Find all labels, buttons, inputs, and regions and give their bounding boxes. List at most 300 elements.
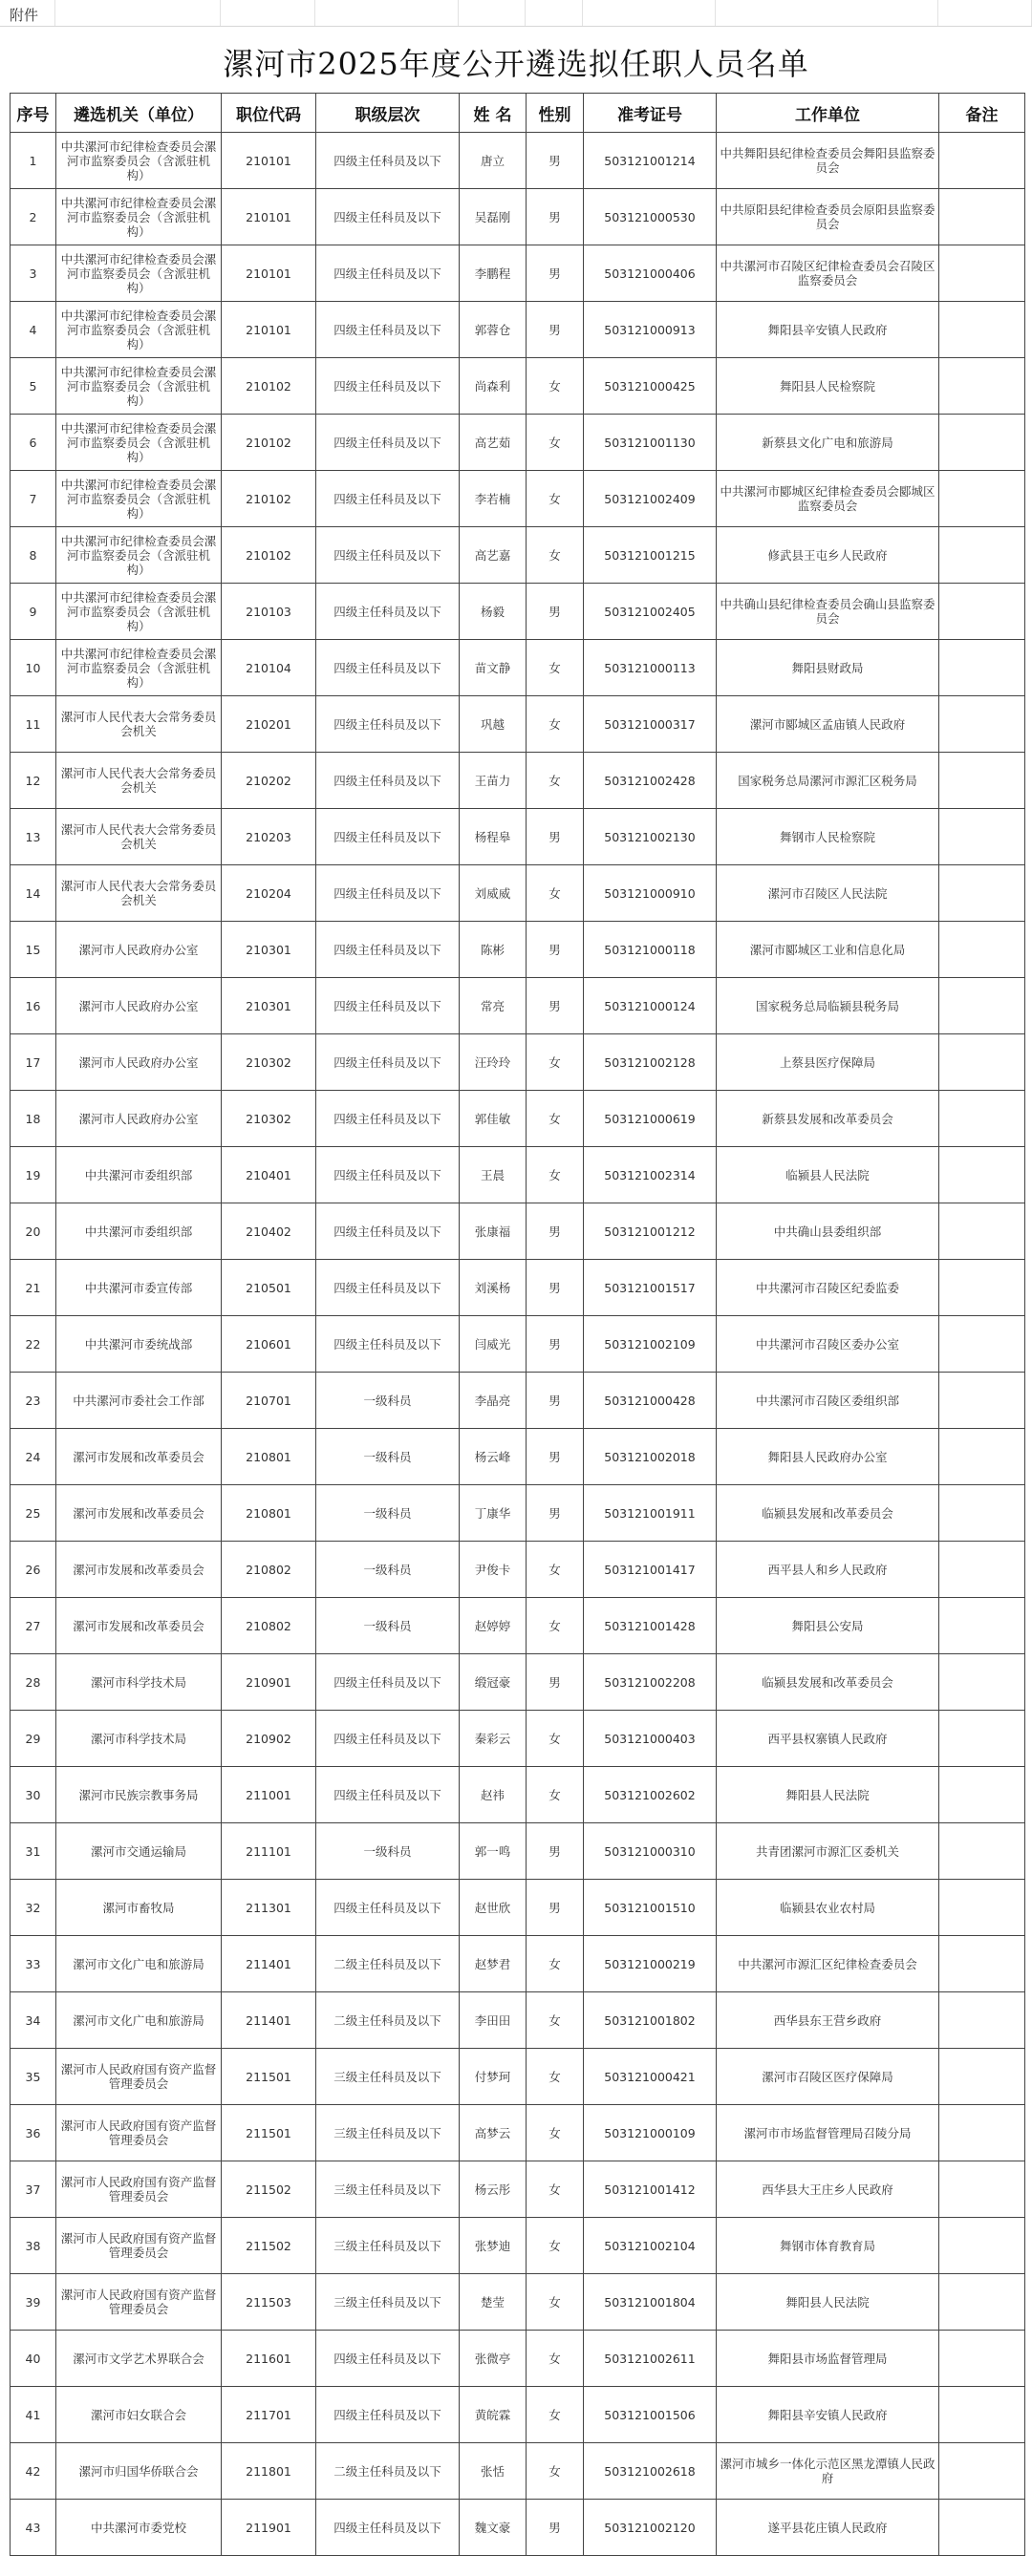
cell-position-code: 210101 (222, 245, 316, 302)
cell-level: 四级主任科员及以下 (316, 1203, 460, 1260)
table-row (11, 1147, 1025, 1203)
cell-gender: 女 (527, 1711, 584, 1767)
cell-level: 四级主任科员及以下 (316, 1711, 460, 1767)
cell-exam-number: 503121000310 (584, 1823, 717, 1880)
cell-name: 刘威威 (460, 865, 527, 922)
table-row (11, 358, 1025, 415)
header-unit: 遴选机关（单位） (56, 94, 222, 133)
cell-remarks (939, 1880, 1025, 1936)
cell-position-code: 210802 (222, 1542, 316, 1598)
spreadsheet-top-row (0, 0, 1032, 27)
cell-name: 陈彬 (460, 922, 527, 978)
cell-unit: 中共漯河市委宣传部 (56, 1260, 222, 1316)
cell-name: 丁康华 (460, 1485, 527, 1542)
cell-unit: 漯河市发展和改革委员会 (56, 1598, 222, 1654)
cell-exam-number: 503121001412 (584, 2161, 717, 2218)
cell-exam-number: 503121000317 (584, 696, 717, 753)
cell-exam-number: 503121002409 (584, 471, 717, 527)
cell-unit: 漯河市人民政府国有资产监督管理委员会 (56, 2049, 222, 2105)
cell-exam-number: 503121000109 (584, 2105, 717, 2161)
cell-seq: 25 (11, 1485, 56, 1542)
cell-exam-number: 503121000425 (584, 358, 717, 415)
table-row (11, 2049, 1025, 2105)
cell-exam-number: 503121002109 (584, 1316, 717, 1373)
cell-position-code: 210902 (222, 1711, 316, 1767)
cell-seq: 18 (11, 1091, 56, 1147)
cell-exam-number: 503121001214 (584, 133, 717, 189)
cell-level: 二级主任科员及以下 (316, 1936, 460, 1992)
cell-remarks (939, 245, 1025, 302)
cell-unit: 漯河市人民政府办公室 (56, 922, 222, 978)
cell-unit: 漯河市人民政府国有资产监督管理委员会 (56, 2161, 222, 2218)
cell-seq: 16 (11, 978, 56, 1034)
cell-seq: 27 (11, 1598, 56, 1654)
cell-name: 赵祎 (460, 1767, 527, 1823)
cell-remarks (939, 2500, 1025, 2556)
table-row (11, 1936, 1025, 1992)
cell-unit: 漯河市人民政府国有资产监督管理委员会 (56, 2105, 222, 2161)
cell-level: 一级科员 (316, 1598, 460, 1654)
cell-exam-number: 503121002405 (584, 584, 717, 640)
cell-seq: 41 (11, 2387, 56, 2443)
cell-remarks (939, 2049, 1025, 2105)
cell-work-unit: 共青团漯河市源汇区委机关 (717, 1823, 939, 1880)
table-row (11, 245, 1025, 302)
cell-position-code: 211901 (222, 2500, 316, 2556)
cell-seq: 34 (11, 1992, 56, 2049)
cell-exam-number: 503121002611 (584, 2331, 717, 2387)
cell-level: 三级主任科员及以下 (316, 2274, 460, 2331)
cell-gender: 男 (527, 1203, 584, 1260)
cell-gender: 女 (527, 696, 584, 753)
cell-exam-number: 503121002128 (584, 1034, 717, 1091)
cell-remarks (939, 1992, 1025, 2049)
cell-name: 闫威光 (460, 1316, 527, 1373)
cell-position-code: 211502 (222, 2161, 316, 2218)
cell-work-unit: 中共漯河市郾城区纪律检查委员会郾城区监察委员会 (717, 471, 939, 527)
cell-position-code: 211601 (222, 2331, 316, 2387)
cell-exam-number: 503121000118 (584, 922, 717, 978)
cell-exam-number: 503121000124 (584, 978, 717, 1034)
cell-name: 汪玲玲 (460, 1034, 527, 1091)
cell-name: 苗文静 (460, 640, 527, 696)
cell-work-unit: 舞钢市体育教育局 (717, 2218, 939, 2274)
cell-unit: 中共漯河市委统战部 (56, 1316, 222, 1373)
cell-work-unit: 新蔡县文化广电和旅游局 (717, 415, 939, 471)
cell-level: 四级主任科员及以下 (316, 696, 460, 753)
cell-work-unit: 国家税务总局临颍县税务局 (717, 978, 939, 1034)
cell-gender: 男 (527, 133, 584, 189)
cell-work-unit: 中共漯河市召陵区纪委监委 (717, 1260, 939, 1316)
cell-seq: 17 (11, 1034, 56, 1091)
cell-gender: 女 (527, 1936, 584, 1992)
cell-seq: 15 (11, 922, 56, 978)
table-row (11, 2274, 1025, 2331)
cell-work-unit: 西华县大王庄乡人民政府 (717, 2161, 939, 2218)
cell-work-unit: 上蔡县医疗保障局 (717, 1034, 939, 1091)
header-seq: 序号 (11, 94, 56, 133)
cell-work-unit: 中共漯河市召陵区委组织部 (717, 1373, 939, 1429)
cell-gender: 男 (527, 2500, 584, 2556)
cell-unit: 漯河市发展和改革委员会 (56, 1429, 222, 1485)
cell-unit: 漯河市人民政府办公室 (56, 1034, 222, 1091)
cell-work-unit: 遂平县花庄镇人民政府 (717, 2500, 939, 2556)
cell-level: 四级主任科员及以下 (316, 2387, 460, 2443)
cell-gender: 女 (527, 1542, 584, 1598)
cell-level: 四级主任科员及以下 (316, 1034, 460, 1091)
cell-position-code: 210801 (222, 1485, 316, 1542)
cell-exam-number: 503121000113 (584, 640, 717, 696)
cell-remarks (939, 922, 1025, 978)
table-row (11, 1373, 1025, 1429)
cell-remarks (939, 753, 1025, 809)
cell-gender: 男 (527, 302, 584, 358)
cell-seq: 26 (11, 1542, 56, 1598)
cell-seq: 30 (11, 1767, 56, 1823)
cell-level: 四级主任科员及以下 (316, 1654, 460, 1711)
cell-seq: 21 (11, 1260, 56, 1316)
cell-gender: 男 (527, 584, 584, 640)
cell-work-unit: 舞阳县人民检察院 (717, 358, 939, 415)
cell-position-code: 211501 (222, 2105, 316, 2161)
cell-name: 张梦迪 (460, 2218, 527, 2274)
cell-seq: 5 (11, 358, 56, 415)
cell-position-code: 210302 (222, 1034, 316, 1091)
cell-unit: 漯河市人民代表大会常务委员会机关 (56, 809, 222, 865)
annex-label: 附件 (10, 7, 39, 24)
cell-position-code: 210203 (222, 809, 316, 865)
cell-gender: 女 (527, 2331, 584, 2387)
cell-gender: 女 (527, 2105, 584, 2161)
cell-work-unit: 漯河市召陵区医疗保障局 (717, 2049, 939, 2105)
cell-remarks (939, 471, 1025, 527)
cell-name: 杨云彤 (460, 2161, 527, 2218)
cell-gender: 男 (527, 809, 584, 865)
cell-seq: 40 (11, 2331, 56, 2387)
cell-seq: 39 (11, 2274, 56, 2331)
cell-exam-number: 503121002618 (584, 2443, 717, 2500)
table-row (11, 1654, 1025, 1711)
cell-work-unit: 漯河市召陵区人民法院 (717, 865, 939, 922)
cell-name: 吴磊刚 (460, 189, 527, 245)
cell-gender: 女 (527, 1767, 584, 1823)
cell-position-code: 210102 (222, 415, 316, 471)
cell-position-code: 210102 (222, 358, 316, 415)
cell-level: 四级主任科员及以下 (316, 1260, 460, 1316)
cell-name: 李鹏程 (460, 245, 527, 302)
cell-position-code: 211801 (222, 2443, 316, 2500)
cell-work-unit: 舞阳县市场监督管理局 (717, 2331, 939, 2387)
cell-position-code: 210101 (222, 133, 316, 189)
cell-remarks (939, 1767, 1025, 1823)
cell-seq: 29 (11, 1711, 56, 1767)
cell-unit: 中共漯河市纪律检查委员会漯河市监察委员会（含派驻机构） (56, 471, 222, 527)
table-row (11, 865, 1025, 922)
cell-position-code: 210401 (222, 1147, 316, 1203)
cell-gender: 女 (527, 415, 584, 471)
cell-exam-number: 503121000406 (584, 245, 717, 302)
cell-remarks (939, 809, 1025, 865)
cell-seq: 38 (11, 2218, 56, 2274)
cell-gender: 女 (527, 2161, 584, 2218)
cell-position-code: 211001 (222, 1767, 316, 1823)
table-row (11, 2218, 1025, 2274)
cell-unit: 漯河市文学艺术界联合会 (56, 2331, 222, 2387)
cell-exam-number: 503121001911 (584, 1485, 717, 1542)
cell-seq: 13 (11, 809, 56, 865)
cell-gender: 女 (527, 865, 584, 922)
cell-work-unit: 中共原阳县纪律检查委员会原阳县监察委员会 (717, 189, 939, 245)
table-row (11, 1542, 1025, 1598)
cell-level: 四级主任科员及以下 (316, 2500, 460, 2556)
cell-remarks (939, 2105, 1025, 2161)
cell-remarks (939, 302, 1025, 358)
top-cell (526, 0, 583, 26)
cell-gender: 男 (527, 1654, 584, 1711)
cell-position-code: 210501 (222, 1260, 316, 1316)
cell-remarks (939, 189, 1025, 245)
cell-work-unit: 西华县东王营乡政府 (717, 1992, 939, 2049)
cell-name: 魏文豪 (460, 2500, 527, 2556)
table-row (11, 1091, 1025, 1147)
cell-unit: 漯河市文化广电和旅游局 (56, 1936, 222, 1992)
cell-work-unit: 新蔡县发展和改革委员会 (717, 1091, 939, 1147)
cell-remarks (939, 1034, 1025, 1091)
cell-work-unit: 中共确山县委组织部 (717, 1203, 939, 1260)
cell-position-code: 210402 (222, 1203, 316, 1260)
cell-seq: 35 (11, 2049, 56, 2105)
table-header-row (11, 94, 1025, 133)
cell-seq: 23 (11, 1373, 56, 1429)
cell-level: 四级主任科员及以下 (316, 189, 460, 245)
cell-level: 一级科员 (316, 1485, 460, 1542)
cell-name: 楚莹 (460, 2274, 527, 2331)
header-gender: 性别 (527, 94, 584, 133)
cell-seq: 31 (11, 1823, 56, 1880)
cell-unit: 中共漯河市纪律检查委员会漯河市监察委员会（含派驻机构） (56, 415, 222, 471)
cell-name: 杨云峰 (460, 1429, 527, 1485)
cell-seq: 9 (11, 584, 56, 640)
cell-remarks (939, 1316, 1025, 1373)
cell-level: 四级主任科员及以下 (316, 809, 460, 865)
cell-gender: 女 (527, 1992, 584, 2049)
cell-unit: 漯河市民族宗教事务局 (56, 1767, 222, 1823)
table-row (11, 1823, 1025, 1880)
cell-exam-number: 503121001517 (584, 1260, 717, 1316)
cell-unit: 漯河市科学技术局 (56, 1711, 222, 1767)
cell-level: 四级主任科员及以下 (316, 978, 460, 1034)
table-row (11, 696, 1025, 753)
cell-unit: 漯河市归国华侨联合会 (56, 2443, 222, 2500)
cell-position-code: 210801 (222, 1429, 316, 1485)
table-row (11, 1034, 1025, 1091)
cell-remarks (939, 584, 1025, 640)
table-row (11, 2500, 1025, 2556)
cell-name: 唐立 (460, 133, 527, 189)
cell-unit: 漯河市妇女联合会 (56, 2387, 222, 2443)
cell-work-unit: 舞阳县人民政府办公室 (717, 1429, 939, 1485)
cell-level: 四级主任科员及以下 (316, 471, 460, 527)
table-row (11, 1880, 1025, 1936)
cell-level: 三级主任科员及以下 (316, 2218, 460, 2274)
cell-level: 四级主任科员及以下 (316, 2331, 460, 2387)
cell-seq: 7 (11, 471, 56, 527)
cell-gender: 男 (527, 1316, 584, 1373)
cell-work-unit: 漯河市城乡一体化示范区黑龙潭镇人民政府 (717, 2443, 939, 2500)
cell-unit: 中共漯河市纪律检查委员会漯河市监察委员会（含派驻机构） (56, 584, 222, 640)
cell-unit: 中共漯河市纪律检查委员会漯河市监察委员会（含派驻机构） (56, 302, 222, 358)
cell-exam-number: 503121001510 (584, 1880, 717, 1936)
table-row (11, 584, 1025, 640)
cell-level: 二级主任科员及以下 (316, 1992, 460, 2049)
cell-unit: 漯河市人民政府办公室 (56, 978, 222, 1034)
cell-name: 赵世欣 (460, 1880, 527, 1936)
cell-unit: 漯河市交通运输局 (56, 1823, 222, 1880)
cell-work-unit: 舞阳县辛安镇人民政府 (717, 302, 939, 358)
cell-name: 张康福 (460, 1203, 527, 1260)
cell-position-code: 211501 (222, 2049, 316, 2105)
cell-work-unit: 舞阳县人民法院 (717, 1767, 939, 1823)
cell-level: 一级科员 (316, 1429, 460, 1485)
table-row (11, 1316, 1025, 1373)
cell-seq: 11 (11, 696, 56, 753)
cell-level: 四级主任科员及以下 (316, 1091, 460, 1147)
cell-remarks (939, 1203, 1025, 1260)
candidate-table (10, 93, 1025, 2556)
cell-seq: 1 (11, 133, 56, 189)
cell-name: 缎冠豪 (460, 1654, 527, 1711)
top-cell (55, 0, 221, 26)
table-row (11, 302, 1025, 358)
cell-level: 四级主任科员及以下 (316, 358, 460, 415)
header-remarks: 备注 (939, 94, 1025, 133)
cell-gender: 男 (527, 922, 584, 978)
cell-seq: 37 (11, 2161, 56, 2218)
table-row (11, 1429, 1025, 1485)
table-row (11, 1598, 1025, 1654)
cell-position-code: 210701 (222, 1373, 316, 1429)
cell-position-code: 211502 (222, 2218, 316, 2274)
cell-level: 四级主任科员及以下 (316, 640, 460, 696)
cell-unit: 漯河市科学技术局 (56, 1654, 222, 1711)
cell-level: 四级主任科员及以下 (316, 302, 460, 358)
cell-gender: 女 (527, 753, 584, 809)
cell-remarks (939, 2331, 1025, 2387)
table-row (11, 189, 1025, 245)
cell-level: 四级主任科员及以下 (316, 922, 460, 978)
cell-work-unit: 临颍县农业农村局 (717, 1880, 939, 1936)
cell-position-code: 210102 (222, 471, 316, 527)
cell-unit: 中共漯河市纪律检查委员会漯河市监察委员会（含派驻机构） (56, 245, 222, 302)
table-row (11, 978, 1025, 1034)
cell-seq: 12 (11, 753, 56, 809)
cell-gender: 女 (527, 1598, 584, 1654)
cell-work-unit: 中共漯河市召陵区委办公室 (717, 1316, 939, 1373)
cell-work-unit: 临颍县发展和改革委员会 (717, 1654, 939, 1711)
top-cell (583, 0, 716, 26)
cell-gender: 男 (527, 1823, 584, 1880)
cell-name: 张微亭 (460, 2331, 527, 2387)
cell-gender: 男 (527, 189, 584, 245)
cell-position-code: 211503 (222, 2274, 316, 2331)
cell-name: 李若楠 (460, 471, 527, 527)
cell-seq: 22 (11, 1316, 56, 1373)
cell-gender: 男 (527, 1260, 584, 1316)
cell-remarks (939, 415, 1025, 471)
cell-gender: 女 (527, 1034, 584, 1091)
cell-name: 黄皖霖 (460, 2387, 527, 2443)
cell-work-unit: 中共确山县纪律检查委员会确山县监察委员会 (717, 584, 939, 640)
cell-seq: 8 (11, 527, 56, 584)
cell-exam-number: 503121002104 (584, 2218, 717, 2274)
cell-work-unit: 西平县人和乡人民政府 (717, 1542, 939, 1598)
cell-unit: 漯河市发展和改革委员会 (56, 1542, 222, 1598)
cell-unit: 漯河市人民代表大会常务委员会机关 (56, 865, 222, 922)
cell-gender: 女 (527, 358, 584, 415)
cell-remarks (939, 1485, 1025, 1542)
cell-remarks (939, 1429, 1025, 1485)
top-cell (315, 0, 459, 26)
cell-level: 四级主任科员及以下 (316, 527, 460, 584)
table-row (11, 2105, 1025, 2161)
cell-seq: 6 (11, 415, 56, 471)
table-row (11, 1260, 1025, 1316)
cell-remarks (939, 1542, 1025, 1598)
table-row (11, 809, 1025, 865)
cell-level: 四级主任科员及以下 (316, 1147, 460, 1203)
cell-exam-number: 503121001417 (584, 1542, 717, 1598)
header-exam-number: 准考证号 (584, 94, 717, 133)
cell-remarks (939, 527, 1025, 584)
cell-gender: 女 (527, 2443, 584, 2500)
cell-exam-number: 503121000913 (584, 302, 717, 358)
cell-gender: 男 (527, 245, 584, 302)
cell-seq: 19 (11, 1147, 56, 1203)
cell-unit: 漯河市人民政府办公室 (56, 1091, 222, 1147)
cell-position-code: 211401 (222, 1992, 316, 2049)
cell-exam-number: 503121001428 (584, 1598, 717, 1654)
cell-exam-number: 503121002120 (584, 2500, 717, 2556)
top-cell (938, 0, 1032, 26)
cell-unit: 漯河市人民政府国有资产监督管理委员会 (56, 2274, 222, 2331)
cell-remarks (939, 2161, 1025, 2218)
cell-position-code: 210202 (222, 753, 316, 809)
cell-unit: 中共漯河市纪律检查委员会漯河市监察委员会（含派驻机构） (56, 358, 222, 415)
cell-unit: 漯河市人民代表大会常务委员会机关 (56, 696, 222, 753)
cell-name: 高艺嘉 (460, 527, 527, 584)
cell-position-code: 210101 (222, 189, 316, 245)
cell-exam-number: 503121001804 (584, 2274, 717, 2331)
cell-work-unit: 国家税务总局漯河市源汇区税务局 (717, 753, 939, 809)
cell-level: 四级主任科员及以下 (316, 415, 460, 471)
cell-position-code: 210601 (222, 1316, 316, 1373)
cell-remarks (939, 640, 1025, 696)
cell-work-unit: 舞阳县人民法院 (717, 2274, 939, 2331)
cell-seq: 36 (11, 2105, 56, 2161)
cell-level: 四级主任科员及以下 (316, 1316, 460, 1373)
cell-remarks (939, 1711, 1025, 1767)
cell-work-unit: 西平县权寨镇人民政府 (717, 1711, 939, 1767)
cell-seq: 28 (11, 1654, 56, 1711)
cell-unit: 中共漯河市委组织部 (56, 1203, 222, 1260)
cell-work-unit: 中共舞阳县纪律检查委员会舞阳县监察委员会 (717, 133, 939, 189)
top-cell (221, 0, 315, 26)
cell-remarks (939, 1147, 1025, 1203)
cell-level: 一级科员 (316, 1542, 460, 1598)
cell-name: 李晶亮 (460, 1373, 527, 1429)
cell-name: 王晨 (460, 1147, 527, 1203)
header-work-unit: 工作单位 (717, 94, 939, 133)
